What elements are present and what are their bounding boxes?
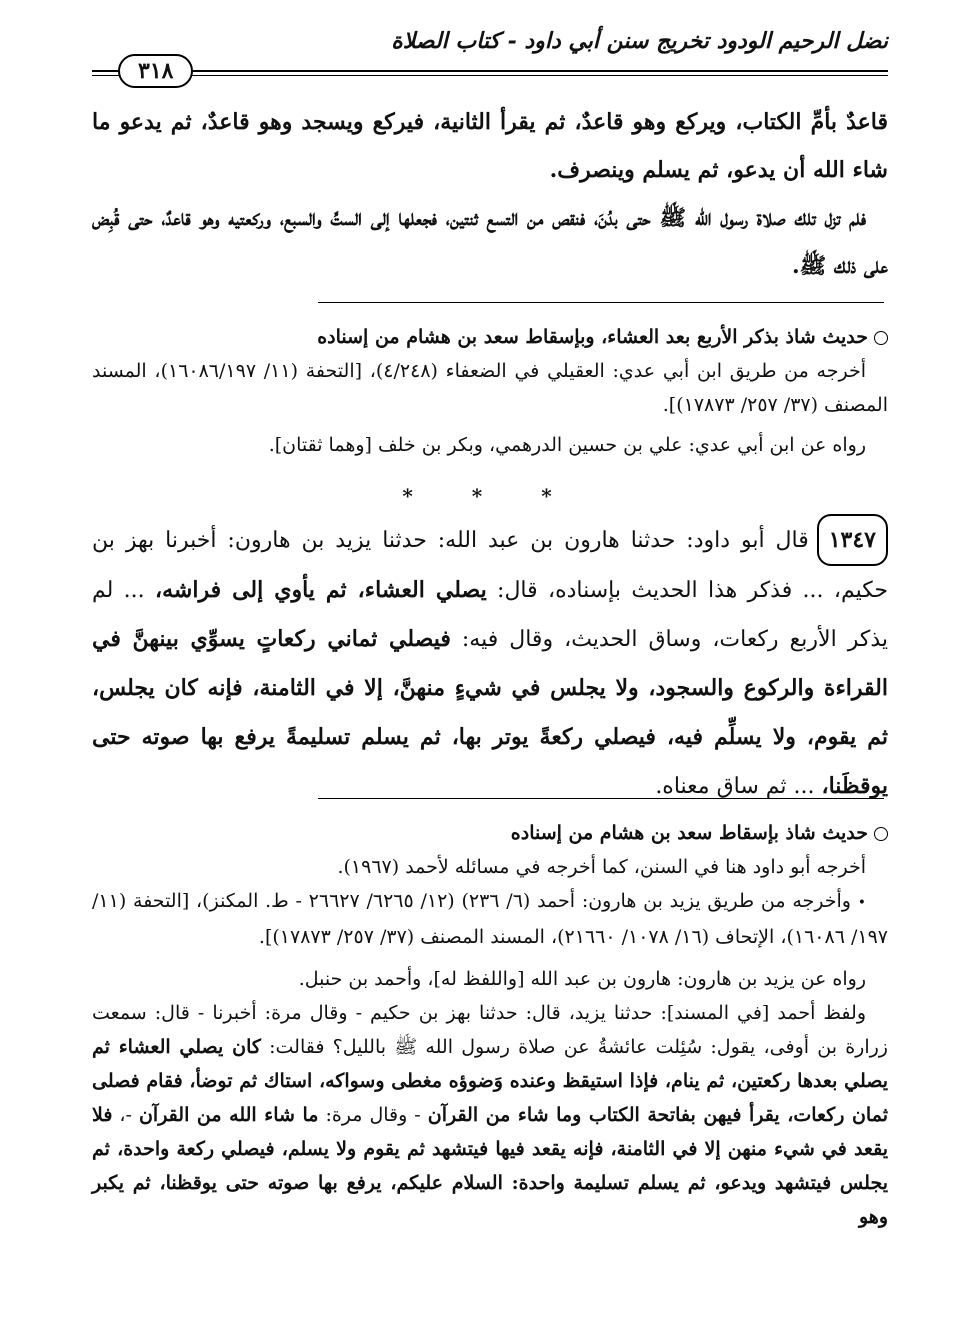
separator-stars: * * *: [402, 484, 578, 508]
section-divider: [318, 302, 884, 303]
note-heading: حديث شاذ بإسقاط سعد بن هشام من إسناده: [92, 816, 888, 850]
header-rule: [92, 70, 888, 76]
note-line: ولفظ أحمد [في المسند]: حدثنا يزيد، قال: حدثنا بهز بن حكيم - وقال مرة: أخبرنا - قال: سمعت زرارة بن أوفى، يقول: سُئِلت عائشةُ عن صلاة رسول الله ﷺ بالليل؟ فقالت: كان يصلي العشاء ثم يصلي بعدها ركعتين، ثم ينام، فإذا استيقظ وعنده وَضوؤه مغطى وسواكه، استاك ثم توضأ، فقام فصلى ثمان ركعات، يقرأ فيهن بفاتحة الكتاب وما شاء من القرآن - وقال مرة: ما شاء الله من القرآن -، فلا يقعد في شيء منهن إلا في الثامنة، فإنه يقعد فيها فيتشهد ثم يقوم ولا يسلم، فيصلي ركعة واحدة، ثم يجلس فيتشهد ويدعو، ثم يسلم تسليمة واحدة: السلام عليكم، يرفع بها صوته حتى يوقظنا، ثم يكبر وهو: [92, 1002, 888, 1228]
paragraph: قاعدٌ بأمِّ الكتاب، ويركع وهو قاعدٌ، ثم يقرأ الثانية، فيركع ويسجد وهو قاعدٌ، ثم يدعو ما شاء الله أن يدعو، ثم يسلم وينصرف.: [92, 109, 888, 183]
note-line: • وأخرجه من طريق يزيد بن هارون: أحمد (٦/ ٢٣٦) (١٢/ ٦٢٦٥/ ٢٦٦٢٧ - ط. المكنز)، [التحفة (١١/ ١٩٧/ ١٦٠٨٦)، الإتحاف (١٦/ ١٠٧٨/ ٢١٦٦٠)، المسند المصنف (٣٧/ ٢٥٧/ ١٧٨٧٣)].: [92, 890, 888, 948]
hadith-block: [92, 514, 888, 811]
note-heading: حديث شاذ بذكر الأربع بعد العشاء، وبإسقاط سعد بن هشام من إسناده: [92, 320, 888, 354]
section-divider: [318, 798, 884, 799]
running-title: نضل الرحيم الودود تخريج سنن أبي داود - كتاب الصلاة: [391, 28, 888, 54]
top-paragraphs: [92, 98, 888, 290]
paragraph: فلم تزل تلك صلاة رسول الله ﷺ حتى بدُنَ، فنقص من التسع ثنتين، فجعلها إلى الستِّ والسبع، وركعتيه وهو قاعدٌ، حتى قُبِض على ذلك ﷺ.: [92, 205, 888, 279]
note-line: رواه عن يزيد بن هارون: هارون بن عبد الله [واللفظ له]، وأحمد بن حنبل.: [298, 968, 866, 990]
hadith-number: ١٣٤٧: [817, 514, 888, 566]
note-line: أخرجه من طريق ابن أبي عدي: العقيلي في الضعفاء (٤/٢٤٨)، [التحفة (١١/ ١٦٠٨٦/١٩٧)، المسند المصنف (٣٧/ ٢٥٧/ ١٧٨٧٣)].: [92, 360, 888, 416]
page-header: [92, 26, 888, 86]
ornament-icon: [874, 827, 888, 841]
hadith-paragraph: ١٣٤٧قال أبو داود: حدثنا هارون بن عبد الله: حدثنا يزيد بن هارون: أخبرنا بهز بن حكيم، ... فذكر هذا الحديث بإسناده، قال: يصلي العشاء، ثم يأوي إلى فراشه، ... لم يذكر الأربع ركعات، وساق الحديث، وقال فيه: فيصلي ثماني ركعاتٍ يسوِّي بينهنَّ في القراءة والركوع والسجود، ولا يجلس في شيءٍ منهنَّ، إلا في الثامنة، فإنه كان يجلس، ثم يقوم، ولا يسلِّم فيه، فيصلي ركعةً يوتر بها، ثم يسلم تسليمةً يرفع بها صوته حتى يوقظَنا، ... ثم ساق معناه.: [92, 514, 888, 811]
note-line: أخرجه أبو داود هنا في السنن، كما أخرجه في مسائله لأحمد (١٩٦٧).: [337, 856, 866, 878]
ornament-icon: [874, 331, 888, 345]
note-line: رواه عن ابن أبي عدي: علي بن حسين الدرهمي، وبكر بن خلف [وهما ثقتان].: [268, 434, 866, 456]
bullet: •: [857, 895, 866, 911]
footnote-block: [92, 816, 888, 1234]
footnote-block: [92, 320, 888, 462]
page-number: ٣١٨: [118, 54, 193, 88]
